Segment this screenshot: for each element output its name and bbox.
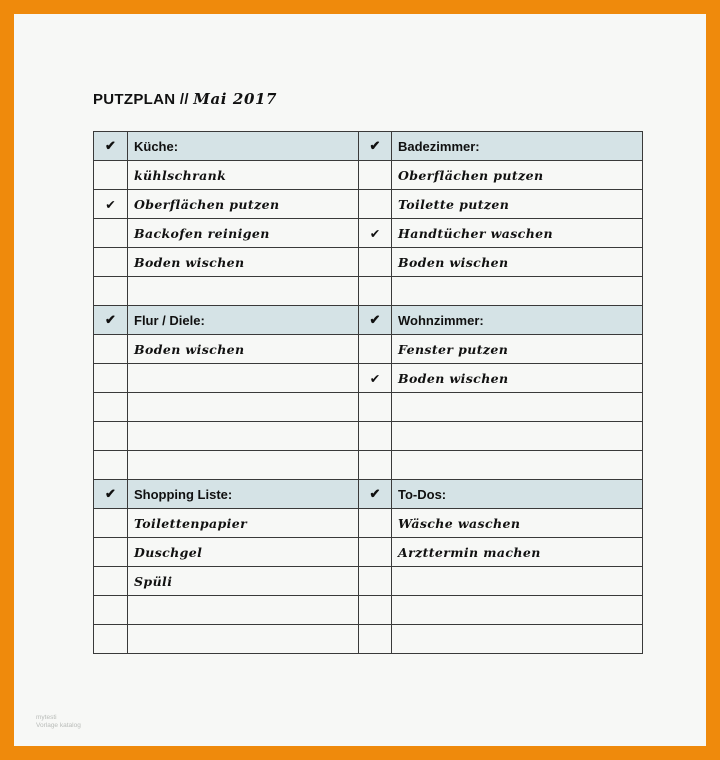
section-title: Flur / Diele:: [128, 306, 359, 335]
section-header-row: [94, 480, 643, 509]
task-item[interactable]: [392, 451, 643, 480]
section-header-row: [94, 132, 643, 161]
task-item[interactable]: [128, 277, 359, 306]
task-checkbox[interactable]: [94, 219, 128, 248]
task-checkbox[interactable]: [359, 190, 392, 219]
section-title: Küche:: [128, 132, 359, 161]
section-checkbox[interactable]: [94, 132, 128, 161]
task-item[interactable]: [128, 625, 359, 654]
task-row: [94, 219, 643, 248]
check-mark-icon: ✔: [105, 197, 116, 212]
section-checkbox[interactable]: [94, 306, 128, 335]
task-checkbox[interactable]: [94, 248, 128, 277]
task-checkbox[interactable]: [94, 161, 128, 190]
task-item[interactable]: Boden wischen: [128, 335, 359, 364]
cleaning-plan-table: [93, 131, 643, 654]
task-item[interactable]: Arzttermin machen: [392, 538, 643, 567]
task-checkbox[interactable]: [359, 625, 392, 654]
task-checkbox[interactable]: [359, 509, 392, 538]
check-mark-icon: ✔: [105, 138, 116, 153]
task-checkbox[interactable]: [359, 364, 392, 393]
task-item[interactable]: Handtücher waschen: [392, 219, 643, 248]
task-checkbox[interactable]: [94, 422, 128, 451]
task-row: [94, 625, 643, 654]
task-item[interactable]: kühlschrank: [128, 161, 359, 190]
task-checkbox[interactable]: [359, 161, 392, 190]
task-checkbox[interactable]: [94, 567, 128, 596]
task-checkbox[interactable]: [359, 596, 392, 625]
document-sheet: [14, 14, 706, 746]
task-item[interactable]: Toilettenpapier: [128, 509, 359, 538]
task-checkbox[interactable]: [359, 335, 392, 364]
page-title: [93, 90, 277, 108]
task-item[interactable]: Oberflächen putzen: [392, 161, 643, 190]
task-item[interactable]: [392, 596, 643, 625]
task-row: [94, 335, 643, 364]
task-item[interactable]: [392, 422, 643, 451]
section-checkbox[interactable]: [359, 306, 392, 335]
task-item[interactable]: [128, 422, 359, 451]
watermark-line-2: Vorlage katalog: [36, 722, 81, 729]
task-row: [94, 422, 643, 451]
task-checkbox[interactable]: [94, 451, 128, 480]
task-item[interactable]: Boden wischen: [128, 248, 359, 277]
task-item[interactable]: [128, 364, 359, 393]
task-item[interactable]: Oberflächen putzen: [128, 190, 359, 219]
section-checkbox[interactable]: [359, 132, 392, 161]
task-row: [94, 364, 643, 393]
task-item[interactable]: Fenster putzen: [392, 335, 643, 364]
section-title: Wohnzimmer:: [392, 306, 643, 335]
task-item[interactable]: Duschgel: [128, 538, 359, 567]
task-item[interactable]: [128, 596, 359, 625]
check-mark-icon: ✔: [369, 226, 381, 241]
task-checkbox[interactable]: [359, 422, 392, 451]
task-checkbox[interactable]: [94, 393, 128, 422]
task-checkbox[interactable]: [359, 538, 392, 567]
task-row: [94, 567, 643, 596]
task-checkbox[interactable]: [94, 509, 128, 538]
task-checkbox[interactable]: [359, 393, 392, 422]
task-checkbox[interactable]: [359, 277, 392, 306]
task-item[interactable]: Spüli: [128, 567, 359, 596]
task-checkbox[interactable]: [359, 219, 392, 248]
task-checkbox[interactable]: [94, 596, 128, 625]
task-item[interactable]: [392, 277, 643, 306]
section-title: To-Dos:: [392, 480, 643, 509]
section-title: Badezimmer:: [392, 132, 643, 161]
task-item[interactable]: [128, 451, 359, 480]
check-mark-icon: ✔: [369, 138, 381, 153]
task-checkbox[interactable]: [359, 451, 392, 480]
task-item[interactable]: Boden wischen: [392, 364, 643, 393]
section-title: Shopping Liste:: [128, 480, 359, 509]
task-row: [94, 248, 643, 277]
task-checkbox[interactable]: [94, 190, 128, 219]
task-row: [94, 509, 643, 538]
task-row: [94, 161, 643, 190]
task-row: [94, 393, 643, 422]
task-checkbox[interactable]: [94, 335, 128, 364]
task-checkbox[interactable]: [94, 277, 128, 306]
task-row: [94, 190, 643, 219]
task-checkbox[interactable]: [359, 248, 392, 277]
check-mark-icon: ✔: [105, 312, 116, 327]
check-mark-icon: ✔: [369, 486, 381, 501]
check-mark-icon: ✔: [369, 312, 381, 327]
task-checkbox[interactable]: [94, 625, 128, 654]
task-item[interactable]: [392, 625, 643, 654]
task-checkbox[interactable]: [94, 364, 128, 393]
task-item[interactable]: Toilette putzen: [392, 190, 643, 219]
task-item[interactable]: [392, 393, 643, 422]
task-checkbox[interactable]: [94, 538, 128, 567]
task-checkbox[interactable]: [359, 567, 392, 596]
check-mark-icon: ✔: [105, 486, 116, 501]
watermark-line-1: mytesti: [36, 714, 57, 721]
task-item[interactable]: [392, 567, 643, 596]
task-item[interactable]: Wäsche waschen: [392, 509, 643, 538]
section-checkbox[interactable]: [94, 480, 128, 509]
task-row: [94, 538, 643, 567]
task-row: [94, 596, 643, 625]
task-item[interactable]: Backofen reinigen: [128, 219, 359, 248]
check-mark-icon: ✔: [369, 371, 381, 386]
section-header-row: [94, 306, 643, 335]
task-item[interactable]: Boden wischen: [392, 248, 643, 277]
task-row: [94, 451, 643, 480]
watermark: [36, 714, 81, 730]
task-item[interactable]: [128, 393, 359, 422]
title-prefix: PUTZPLAN //: [93, 91, 194, 108]
section-checkbox[interactable]: [359, 480, 392, 509]
title-month: Mai 2017: [193, 90, 278, 108]
task-row: [94, 277, 643, 306]
